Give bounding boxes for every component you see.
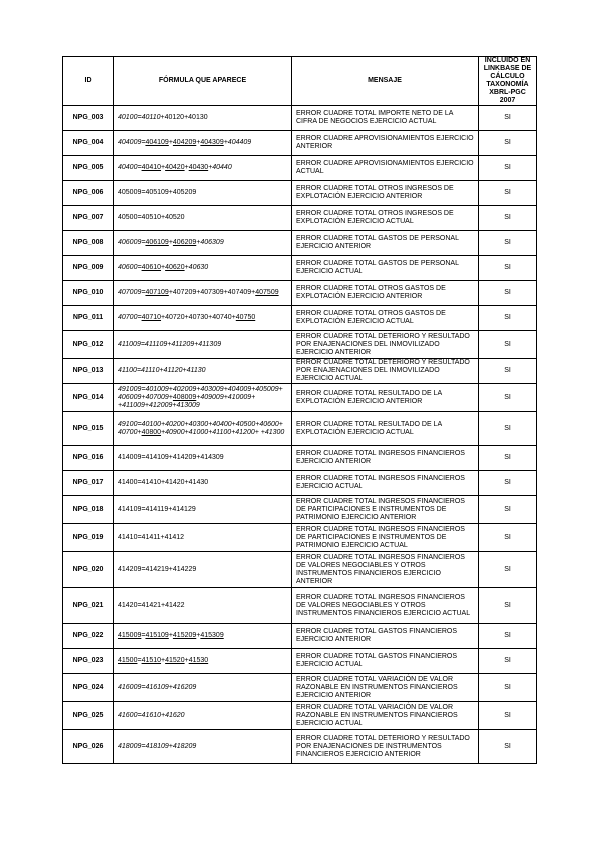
rule-included: SI	[479, 181, 537, 206]
formula-segment: 40800	[141, 428, 162, 436]
formula-segment: 40430	[188, 164, 209, 171]
table-row	[63, 131, 537, 156]
rule-formula	[114, 156, 292, 181]
formula-segment: 414109=414119+414129	[118, 505, 196, 513]
formula-segment: 41600=41610+41620	[118, 711, 185, 719]
rule-included: SI	[479, 496, 537, 524]
formula-segment: 40500=40510+40520	[118, 214, 185, 221]
table-row	[63, 331, 537, 359]
rule-message: ERROR CUADRE TOTAL OTROS GASTOS DE EXPLOTACIÓN EJERCICIO ANTERIOR	[292, 281, 479, 306]
formula-segment: 40620	[165, 264, 185, 271]
rule-id: NPG_020	[63, 552, 114, 588]
rule-id: NPG_005	[63, 156, 114, 181]
table-row	[63, 702, 537, 730]
rule-message: ERROR CUADRE TOTAL DETERIORO Y RESULTADO POR ENAJENACIONES DEL INMOVILIZADO EJERCICIO ACTUAL	[292, 359, 479, 384]
rule-formula	[114, 624, 292, 649]
formula-segment: +	[184, 164, 189, 171]
rule-message: ERROR CUADRE TOTAL RESULTADO DE LA EXPLOTACIÓN EJERCICIO ANTERIOR	[292, 384, 479, 412]
rule-id: NPG_006	[63, 181, 114, 206]
formula-segment: +	[168, 632, 173, 639]
formula-segment: 41410=41411+41412	[118, 533, 185, 541]
rule-id: NPG_007	[63, 206, 114, 231]
rule-message: ERROR CUADRE TOTAL INGRESOS FINANCIEROS DE PARTICIPACIONES E INSTRUMENTOS DE PATRIMONIO EJERCICIO ANTERIOR	[292, 496, 479, 524]
rule-id: NPG_024	[63, 674, 114, 702]
rule-formula	[114, 256, 292, 281]
rule-formula	[114, 674, 292, 702]
formula-segment: +	[161, 264, 166, 271]
formula-segment: 40420	[165, 164, 185, 171]
rule-formula	[114, 331, 292, 359]
rule-message: ERROR CUADRE TOTAL GASTOS DE PERSONAL EJERCICIO ACTUAL	[292, 256, 479, 281]
rule-included: SI	[479, 331, 537, 359]
table-row	[63, 446, 537, 471]
header-included: INCLUIDO EN LINKBASE DE CÁLCULO TAXONOMÍA XBRL-PGC 2007	[479, 57, 537, 106]
table-row	[63, 552, 537, 588]
rule-message: ERROR CUADRE TOTAL IMPORTE NETO DE LA CIFRA DE NEGOCIOS EJERCICIO ACTUAL	[292, 106, 479, 131]
formula-segment: +	[161, 164, 166, 171]
formula-segment: 411009=411109+411209+411309	[118, 340, 222, 348]
rule-formula	[114, 588, 292, 624]
rule-formula	[114, 181, 292, 206]
formula-segment: +406309	[196, 239, 224, 246]
formula-segment: +	[168, 139, 173, 146]
formula-segment: +40630	[184, 264, 209, 271]
rule-included: SI	[479, 106, 537, 131]
rule-id: NPG_023	[63, 649, 114, 674]
rule-formula	[114, 206, 292, 231]
table-row	[63, 674, 537, 702]
rule-message: ERROR CUADRE TOTAL DETERIORO Y RESULTADO POR ENAJENACIONES DEL INMOVILIZADO EJERCICIO ANTERIOR	[292, 331, 479, 359]
rule-id: NPG_018	[63, 496, 114, 524]
formula-segment: +	[184, 657, 189, 664]
formula-segment: +40120+40130	[160, 114, 208, 121]
rule-id: NPG_015	[63, 412, 114, 446]
formula-segment: 40700=	[118, 314, 142, 321]
rule-included: SI	[479, 206, 537, 231]
formula-segment: 41520	[165, 657, 185, 664]
rule-included: SI	[479, 131, 537, 156]
formula-segment: 40750	[235, 314, 256, 321]
rule-id: NPG_008	[63, 231, 114, 256]
table-row	[63, 231, 537, 256]
rule-message: ERROR CUADRE TOTAL GASTOS DE PERSONAL EJERCICIO ANTERIOR	[292, 231, 479, 256]
formula-segment: 414009=414109+414209+414309	[118, 454, 224, 461]
formula-segment: +40440	[208, 164, 232, 171]
rule-formula	[114, 702, 292, 730]
rule-included: SI	[479, 588, 537, 624]
formula-segment: =	[141, 632, 146, 639]
rule-included: SI	[479, 702, 537, 730]
table-row	[63, 471, 537, 496]
formula-segment: 408009	[172, 393, 197, 401]
header-message: MENSAJE	[292, 57, 479, 106]
formula-segment: 40400=	[118, 164, 142, 171]
rule-id: NPG_004	[63, 131, 114, 156]
rule-id: NPG_019	[63, 524, 114, 552]
rule-message: ERROR CUADRE TOTAL INGRESOS FINANCIEROS EJERCICIO ANTERIOR	[292, 446, 479, 471]
rule-included: SI	[479, 359, 537, 384]
rule-id: NPG_026	[63, 730, 114, 764]
rule-formula	[114, 730, 292, 764]
rule-id: NPG_021	[63, 588, 114, 624]
rule-message: ERROR CUADRE TOTAL VARIACIÓN DE VALOR RAZONABLE EN INSTRUMENTOS FINANCIEROS EJERCICIO ANTERIOR	[292, 674, 479, 702]
formula-segment: +	[161, 657, 166, 664]
rule-included: SI	[479, 156, 537, 181]
formula-segment: 41510	[141, 657, 162, 664]
formula-segment: 40710	[141, 314, 162, 321]
formula-segment: 404009=	[118, 139, 146, 146]
formula-segment: +	[196, 632, 201, 639]
rule-included: SI	[479, 624, 537, 649]
rule-message: ERROR CUADRE TOTAL VARIACIÓN DE VALOR RAZONABLE EN INSTRUMENTOS FINANCIEROS EJERCICIO ACTUAL	[292, 702, 479, 730]
table-row	[63, 730, 537, 764]
validation-rules-table	[62, 56, 537, 764]
formula-segment: +407209+407309+407409+	[168, 289, 256, 296]
formula-segment: 415009	[118, 632, 142, 639]
rule-formula	[114, 384, 292, 412]
formula-segment: 414209=414219+414229	[118, 565, 197, 573]
rule-formula	[114, 306, 292, 331]
header-row	[63, 57, 537, 106]
formula-segment: 41500	[118, 657, 138, 664]
rule-included: SI	[479, 730, 537, 764]
formula-segment: 491009=401009+402009+403009+404009+405009+ 406009+407009+	[118, 385, 283, 401]
table-row	[63, 181, 537, 206]
formula-segment: 40610	[141, 264, 162, 271]
rule-id: NPG_025	[63, 702, 114, 730]
rule-formula	[114, 649, 292, 674]
rule-formula	[114, 106, 292, 131]
formula-segment: 49100=40100+40200+40300+40400+40500+40600+ 40700+	[118, 420, 283, 436]
rule-formula	[114, 131, 292, 156]
rule-included: SI	[479, 306, 537, 331]
rule-included: SI	[479, 231, 537, 256]
rule-id: NPG_016	[63, 446, 114, 471]
rule-included: SI	[479, 649, 537, 674]
rule-formula	[114, 359, 292, 384]
table-row	[63, 649, 537, 674]
formula-segment: 40100=	[118, 114, 142, 121]
rule-message: ERROR CUADRE TOTAL INGRESOS FINANCIEROS DE VALORES NEGOCIABLES Y OTROS INSTRUMENTOS FINANCIEROS EJERCICIO ANTERIOR	[292, 552, 479, 588]
formula-segment: 404109	[145, 139, 169, 146]
table-row	[63, 384, 537, 412]
table-row	[63, 359, 537, 384]
formula-segment: 404309	[200, 139, 224, 146]
formula-segment: 404209	[172, 139, 197, 146]
rule-formula	[114, 552, 292, 588]
table-row	[63, 588, 537, 624]
rule-id: NPG_011	[63, 306, 114, 331]
rule-id: NPG_017	[63, 471, 114, 496]
table-row	[63, 624, 537, 649]
formula-segment: 406109	[145, 239, 169, 246]
rule-included: SI	[479, 412, 537, 446]
rule-id: NPG_014	[63, 384, 114, 412]
formula-segment: 406009=	[118, 239, 146, 246]
formula-segment: 405009=405109+405209	[118, 189, 197, 196]
formula-segment: 40110	[141, 114, 161, 121]
table-row	[63, 106, 537, 131]
formula-segment: 407109	[145, 289, 169, 296]
rule-formula	[114, 412, 292, 446]
rule-message: ERROR CUADRE TOTAL GASTOS FINANCIEROS EJERCICIO ANTERIOR	[292, 624, 479, 649]
formula-segment: 40600=	[118, 264, 142, 271]
formula-segment: +409009+410009+ +411009+412009+413009	[118, 393, 256, 409]
formula-segment: 407009=	[118, 289, 146, 296]
rule-formula	[114, 496, 292, 524]
formula-segment: +404409	[223, 139, 252, 146]
rule-included: SI	[479, 446, 537, 471]
rule-message: ERROR CUADRE APROVISIONAMIENTOS EJERCICIO ACTUAL	[292, 156, 479, 181]
rule-included: SI	[479, 256, 537, 281]
table-row	[63, 306, 537, 331]
header-id: ID	[63, 57, 114, 106]
table-row	[63, 412, 537, 446]
formula-segment: +40900+41000+41100+41200+ +41300	[161, 428, 285, 436]
rule-message: ERROR CUADRE TOTAL OTROS GASTOS DE EXPLOTACIÓN EJERCICIO ACTUAL	[292, 306, 479, 331]
formula-segment: 41530	[188, 657, 209, 664]
rule-included: SI	[479, 552, 537, 588]
table-body	[63, 106, 537, 764]
rule-id: NPG_012	[63, 331, 114, 359]
formula-segment: 41400=41410+41420+41430	[118, 479, 209, 486]
rule-formula	[114, 281, 292, 306]
formula-segment: 41420=41421+41422	[118, 601, 185, 609]
rule-id: NPG_013	[63, 359, 114, 384]
rule-formula	[114, 446, 292, 471]
table-row	[63, 156, 537, 181]
rule-message: ERROR CUADRE TOTAL RESULTADO DE LA EXPLOTACIÓN EJERCICIO ACTUAL	[292, 412, 479, 446]
rule-message: ERROR CUADRE TOTAL INGRESOS FINANCIEROS EJERCICIO ACTUAL	[292, 471, 479, 496]
table-row	[63, 256, 537, 281]
formula-segment: 41100=41110+41120+41130	[118, 367, 206, 374]
rule-message: ERROR CUADRE TOTAL OTROS INGRESOS DE EXPLOTACIÓN EJERCICIO ACTUAL	[292, 206, 479, 231]
formula-segment: 416009=416109+416209	[118, 683, 197, 691]
formula-segment: 415309	[200, 632, 224, 639]
formula-segment: 418009=418109+418209	[118, 742, 197, 750]
formula-segment: 407509	[255, 289, 279, 296]
rule-message: ERROR CUADRE TOTAL GASTOS FINANCIEROS EJERCICIO ACTUAL	[292, 649, 479, 674]
rule-message: ERROR CUADRE TOTAL DETERIORO Y RESULTADO POR ENAJENACIONES DE INSTRUMENTOS FINANCIEROS EJERCICIO ANTERIOR	[292, 730, 479, 764]
formula-segment: =	[137, 657, 142, 664]
rule-message: ERROR CUADRE TOTAL OTROS INGRESOS DE EXPLOTACIÓN EJERCICIO ANTERIOR	[292, 181, 479, 206]
rule-included: SI	[479, 384, 537, 412]
formula-segment: 415109	[145, 632, 169, 639]
table-row	[63, 206, 537, 231]
rule-id: NPG_009	[63, 256, 114, 281]
rule-included: SI	[479, 674, 537, 702]
rule-id: NPG_003	[63, 106, 114, 131]
rule-id: NPG_022	[63, 624, 114, 649]
rule-formula	[114, 231, 292, 256]
rule-message: ERROR CUADRE TOTAL INGRESOS FINANCIEROS DE VALORES NEGOCIABLES Y OTROS INSTRUMENTOS FINANCIEROS EJERCICIO ACTUAL	[292, 588, 479, 624]
header-formula: FÓRMULA QUE APARECE	[114, 57, 292, 106]
rule-message: ERROR CUADRE APROVISIONAMIENTOS EJERCICIO ANTERIOR	[292, 131, 479, 156]
formula-segment: 406209	[172, 239, 197, 246]
rule-message: ERROR CUADRE TOTAL INGRESOS FINANCIEROS DE PARTICIPACIONES E INSTRUMENTOS DE PATRIMONIO EJERCICIO ACTUAL	[292, 524, 479, 552]
rule-included: SI	[479, 524, 537, 552]
formula-segment: +	[168, 239, 173, 246]
rule-included: SI	[479, 281, 537, 306]
rule-formula	[114, 524, 292, 552]
formula-segment: +	[196, 139, 201, 146]
rule-id: NPG_010	[63, 281, 114, 306]
formula-segment: 40410	[141, 164, 162, 171]
table-row	[63, 281, 537, 306]
rule-formula	[114, 471, 292, 496]
table-row	[63, 524, 537, 552]
formula-segment: +40720+40730+40740+	[161, 314, 236, 321]
formula-segment: 415209	[172, 632, 197, 639]
rule-included: SI	[479, 471, 537, 496]
table-row	[63, 496, 537, 524]
